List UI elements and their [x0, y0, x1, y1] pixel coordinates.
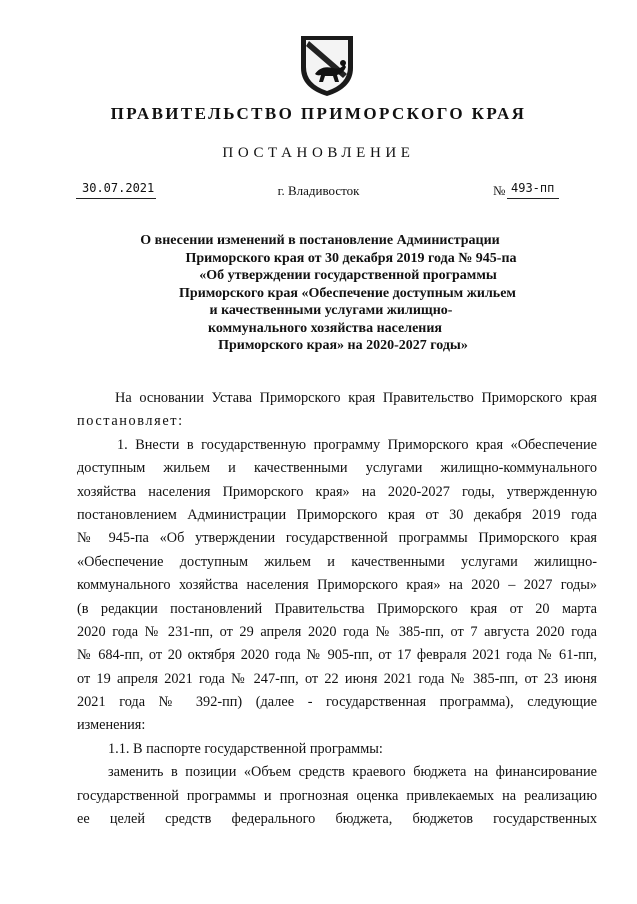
government-title: ПРАВИТЕЛЬСТВО ПРИМОРСКОГО КРАЯ: [110, 104, 527, 123]
body-line: 2020 года № 231-пп, от 29 апреля 2020 года № 385-пп, от 7 августа 2020 года: [77, 623, 597, 640]
body-line: от 19 апреля 2021 года № 247-пп, от 22 июня 2021 года № 385-пп, от 23 июня: [77, 670, 597, 687]
decree-subject: [100, 232, 540, 355]
number-sign: №: [493, 183, 506, 198]
body-line: 2021 года № 392-пп) (далее - государственная программа), следующие: [77, 694, 597, 711]
decree-number: 493-пп: [511, 181, 555, 195]
decree-body: [77, 387, 597, 831]
body-line: заменить в позиции «Объем средств краевого бюджета на финансирование: [108, 764, 597, 781]
body-line: № 945-па «Об утверждении государственной программы Приморского края: [77, 530, 597, 547]
body-line: ее целей средств федерального бюджета, бюджетов государственных: [77, 811, 597, 828]
subject-line: Приморского края «Обеспечение доступным жильем: [179, 285, 516, 301]
body-line: На основании Устава Приморского края Правительство Приморского края: [115, 390, 597, 406]
number-underline: [507, 198, 559, 199]
coat-of-arms-icon: [297, 34, 357, 98]
subject-line: и качественными услугами жилищно-: [209, 303, 453, 318]
subject-line: Приморского края» на 2020-2027 годы»: [218, 338, 468, 353]
body-line: хозяйства населения Приморского края» на 2020-2027 годы, утвержденную: [77, 483, 597, 500]
body-line: постановлением Администрации Приморского края от 30 декабря 2019 года: [77, 506, 597, 523]
subject-line: О внесении изменений в постановление Администрации: [140, 233, 500, 248]
subject-line: Приморского края от 30 декабря 2019 года № 945-па: [185, 250, 517, 266]
document-type: ПОСТАНОВЛЕНИЕ: [222, 145, 415, 161]
body-line: изменения:: [77, 717, 146, 734]
subject-line: «Об утверждении государственной программы: [199, 268, 497, 283]
body-line: постановляет:: [77, 413, 184, 430]
subject-line: коммунального хозяйства населения: [207, 320, 443, 336]
body-line: 1.1. В паспорте государственной программы:: [108, 740, 383, 757]
body-line: доступным жильем и качественными услугами жилищно-коммунального: [77, 460, 597, 477]
decree-date: 30.07.2021: [82, 181, 155, 195]
body-line: (в редакции постановлений Правительства Приморского края от 20 марта: [77, 600, 597, 617]
body-line: № 684-пп, от 20 октября 2020 года № 905-пп, от 17 февраля 2021 года № 61-пп,: [77, 647, 597, 664]
body-line: «Обеспечение доступным жильем и качественными услугами жилищно-: [77, 553, 597, 570]
body-line: коммунального хозяйства населения Приморского края» на 2020 – 2027 годы»: [77, 577, 597, 594]
body-line: 1. Внести в государственную программу Приморского края «Обеспечение: [117, 436, 597, 453]
city: г. Владивосток: [277, 183, 360, 198]
body-line: государственной программы и прогнозная оценка привлекаемых на реализацию: [77, 787, 597, 804]
